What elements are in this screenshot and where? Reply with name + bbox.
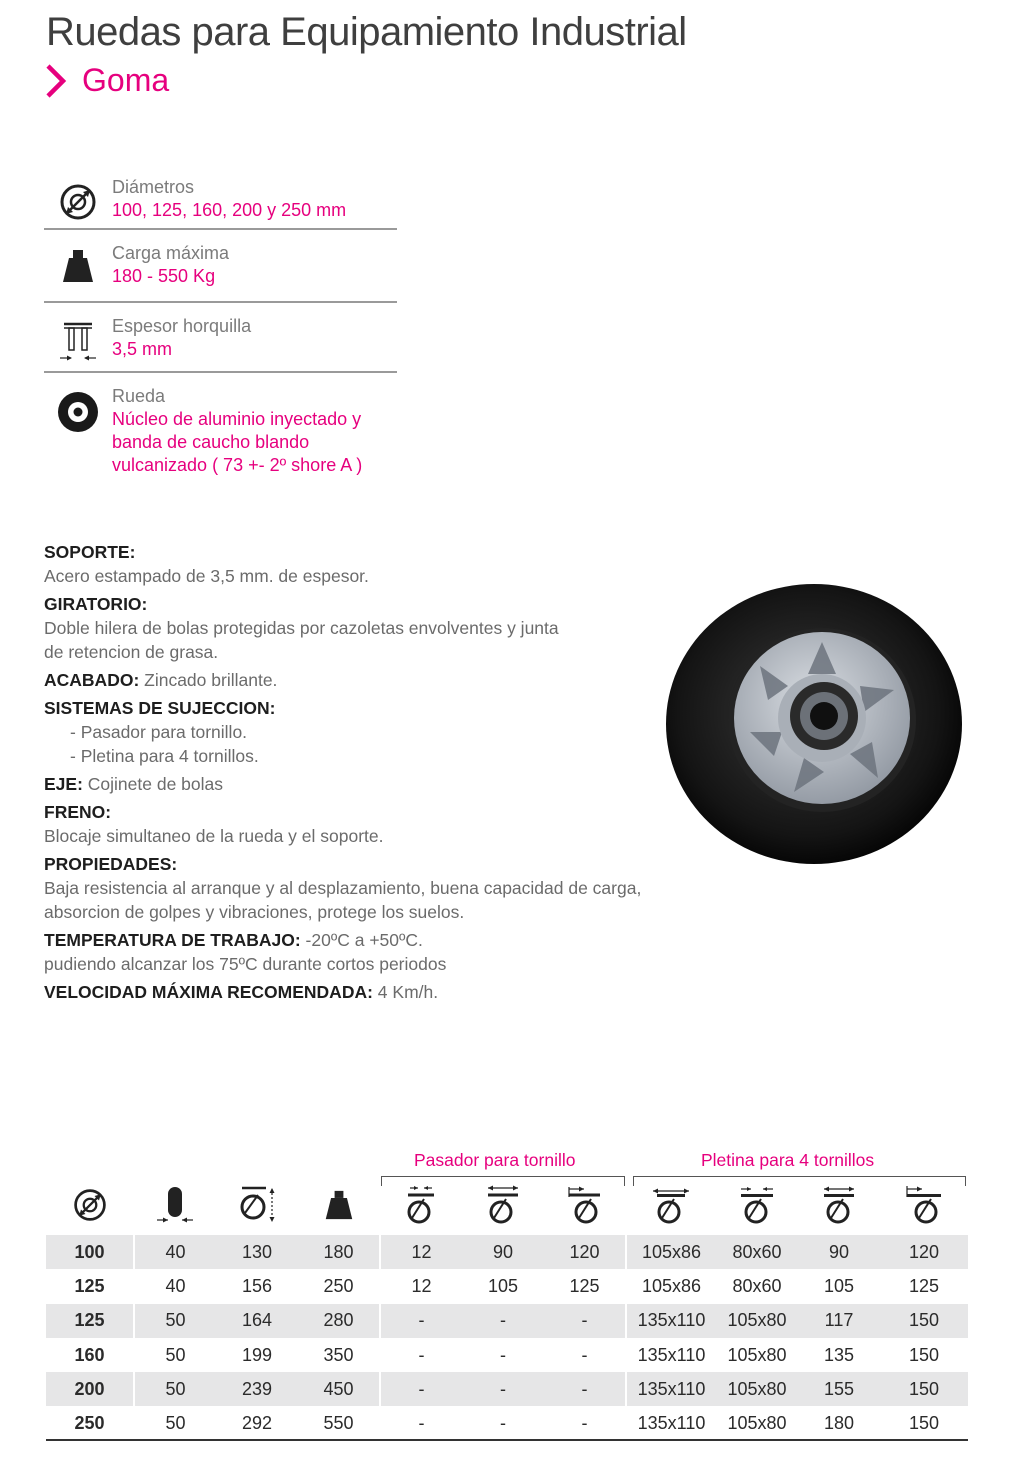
- table-cell: 135x110: [626, 1372, 716, 1406]
- velocidad-heading: VELOCIDAD MÁXIMA RECOMENDADA:: [44, 982, 373, 1002]
- table-cell: 105x86: [626, 1269, 716, 1303]
- table-cell: 105x80: [716, 1372, 798, 1406]
- plate-width-icon: [820, 1185, 858, 1225]
- table-cell: 239: [216, 1372, 298, 1406]
- spec-value: Núcleo de aluminio inyectado y banda de caucho blando vulcanizado ( 73 +- 2º shore A ): [112, 409, 363, 475]
- table-cell: 280: [298, 1304, 380, 1338]
- temperatura-heading: TEMPERATURA DE TRABAJO:: [44, 930, 301, 950]
- weight-icon: [61, 248, 95, 284]
- table-cell: 125: [74, 1275, 105, 1296]
- table-cell: 135x110: [626, 1406, 716, 1440]
- table-cell: 164: [216, 1304, 298, 1338]
- freno-heading: FRENO:: [44, 802, 112, 822]
- table-cell: 105x86: [626, 1235, 716, 1269]
- table-cell: 250: [74, 1413, 105, 1434]
- velocidad-text: 4 Km/h.: [372, 982, 439, 1002]
- table-row: [46, 1338, 968, 1372]
- table-cell: -: [380, 1372, 462, 1406]
- table-cell: 125: [46, 1304, 134, 1338]
- table-row: [46, 1269, 968, 1303]
- table-cell: 350: [323, 1344, 354, 1365]
- table-cell: 450: [298, 1372, 380, 1406]
- bolt-offset-icon: [566, 1185, 604, 1225]
- table-cell: 105: [487, 1275, 519, 1296]
- table-cell: 200: [46, 1372, 134, 1406]
- eje-heading: EJE:: [44, 774, 83, 794]
- table-cell: 199: [241, 1344, 273, 1365]
- spec-value: 100, 125, 160, 200 y 250 mm: [112, 200, 347, 220]
- table-cell: 550: [323, 1413, 354, 1434]
- table-cell: -: [380, 1304, 462, 1338]
- fork-thickness-icon: [58, 321, 98, 363]
- eje-text: Cojinete de bolas: [82, 774, 224, 794]
- sujeccion-item-2: - Pletina para 4 tornillos.: [70, 746, 259, 766]
- table-cell: 12: [380, 1235, 462, 1269]
- table-cell: -: [380, 1338, 462, 1372]
- spec-label: Espesor horquilla: [112, 316, 252, 336]
- table-cell: -: [500, 1344, 506, 1365]
- table-row: [46, 1372, 968, 1406]
- table-cell: -: [544, 1304, 626, 1338]
- bolt-hole-icon: [404, 1185, 438, 1225]
- table-row: [46, 1406, 968, 1440]
- table-cell: 135x110: [626, 1338, 716, 1372]
- wheel-width-icon: [156, 1185, 194, 1225]
- table-cell: 180: [298, 1235, 380, 1269]
- propiedades-text-2: absorcion de golpes y vibraciones, protege los suelos.: [44, 902, 465, 922]
- acabado-text: Zincado brillante.: [139, 670, 278, 690]
- table-cell: 50: [134, 1406, 216, 1440]
- page-subtitle: [44, 62, 169, 99]
- temperatura-text: -20ºC a +50ºC.: [300, 930, 423, 950]
- description: [44, 540, 724, 1008]
- table-cell: -: [581, 1344, 588, 1365]
- table-cell: 160: [74, 1344, 105, 1365]
- table-cell: -: [581, 1413, 588, 1434]
- spec-value: 3,5 mm: [112, 339, 173, 359]
- table-cell: 135x110: [626, 1304, 716, 1338]
- table-row: [46, 1304, 968, 1338]
- table-cell: 12: [380, 1269, 462, 1303]
- giratorio-heading: GIRATORIO:: [44, 594, 148, 614]
- dimensions-table: [46, 1235, 968, 1441]
- giratorio-text-2: de retencion de grasa.: [44, 642, 219, 662]
- table-cell: 125: [908, 1275, 940, 1296]
- table-cell: 120: [880, 1235, 968, 1269]
- temperatura-text-2: pudiendo alcanzar los 75ºC durante cortos periodos: [44, 954, 447, 974]
- table-cell: 117: [798, 1304, 880, 1338]
- spec-value: 180 - 550 Kg: [112, 266, 216, 286]
- propiedades-text-1: Baja resistencia al arranque y al desplazamiento, buena capacidad de carga,: [44, 878, 642, 898]
- wheel-icon: [57, 391, 99, 433]
- spec-item-wheel: [44, 373, 397, 487]
- soporte-text: Acero estampado de 3,5 mm. de espesor.: [44, 566, 369, 586]
- table-icon-header: [46, 1180, 968, 1230]
- acabado-heading: ACABADO:: [44, 670, 140, 690]
- bolt-width-icon: [484, 1185, 522, 1225]
- chevron-right-icon: [44, 63, 68, 99]
- table-cell: -: [462, 1372, 544, 1406]
- diameter-icon: [72, 1187, 108, 1223]
- table-cell: 130: [216, 1235, 298, 1269]
- table-cell: 105x80: [716, 1304, 798, 1338]
- subtitle-text: Goma: [82, 62, 170, 98]
- table-cell: 150: [880, 1304, 968, 1338]
- wheel-product-image: [664, 582, 968, 866]
- table-cell: -: [380, 1406, 462, 1440]
- table-cell: 40: [134, 1235, 216, 1269]
- table-cell: -: [544, 1372, 626, 1406]
- spec-label: Diámetros: [112, 177, 195, 197]
- table-cell: -: [462, 1304, 544, 1338]
- sujeccion-item-1: - Pasador para tornillo.: [70, 722, 248, 742]
- page-title: Ruedas para Equipamiento Industrial: [46, 10, 687, 54]
- plate-holes-icon: [737, 1185, 777, 1225]
- spec-label: Rueda: [112, 386, 166, 406]
- table-cell: 50: [134, 1304, 216, 1338]
- table-cell: 100: [46, 1235, 134, 1269]
- table-cell: 135: [823, 1344, 855, 1365]
- table-cell: 40: [134, 1269, 216, 1303]
- table-cell: 50: [134, 1372, 216, 1406]
- diameter-icon: [58, 182, 98, 222]
- sujeccion-heading: SISTEMAS DE SUJECCION:: [44, 698, 276, 718]
- soporte-heading: SOPORTE:: [44, 542, 136, 562]
- table-cell: 155: [798, 1372, 880, 1406]
- giratorio-text-1: Doble hilera de bolas protegidas por cazoletas envolventes y junta: [44, 618, 559, 638]
- plate-size-icon: [651, 1185, 691, 1225]
- spec-item-load: [44, 230, 397, 303]
- propiedades-heading: PROPIEDADES:: [44, 854, 178, 874]
- weight-icon: [324, 1188, 354, 1222]
- spec-list: [44, 172, 397, 487]
- table-cell: 105: [823, 1275, 855, 1296]
- freno-text: Blocaje simultaneo de la rueda y el soporte.: [44, 826, 384, 846]
- group-pletina-label: Pletina para 4 tornillos: [701, 1150, 875, 1170]
- table-cell: 80x60: [732, 1275, 782, 1296]
- table-cell: 250: [323, 1275, 354, 1296]
- table-cell: 150: [908, 1344, 940, 1365]
- table-cell: 292: [241, 1413, 273, 1434]
- table-cell: 90: [798, 1235, 880, 1269]
- table-cell: 120: [544, 1235, 626, 1269]
- table-cell: 80x60: [716, 1235, 798, 1269]
- table-cell: 90: [462, 1235, 544, 1269]
- table-cell: -: [500, 1413, 506, 1434]
- spec-item-diameter: [44, 172, 397, 230]
- table-cell: 180: [823, 1413, 855, 1434]
- table-bottom-rule: [46, 1439, 968, 1441]
- table-cell: 125: [569, 1275, 600, 1296]
- spec-label: Carga máxima: [112, 243, 230, 263]
- spec-item-fork: [44, 303, 397, 373]
- table-cell: 150: [880, 1372, 968, 1406]
- table-cell: 50: [134, 1338, 216, 1372]
- table-cell: 156: [241, 1275, 273, 1296]
- table-cell: 150: [908, 1413, 940, 1434]
- table-row: [46, 1235, 968, 1269]
- plate-offset-icon: [904, 1185, 944, 1225]
- table-cell: 105x80: [727, 1413, 787, 1434]
- table-cell: 105x80: [727, 1344, 787, 1365]
- group-pasador-label: Pasador para tornillo: [414, 1150, 576, 1170]
- height-icon: [238, 1185, 276, 1225]
